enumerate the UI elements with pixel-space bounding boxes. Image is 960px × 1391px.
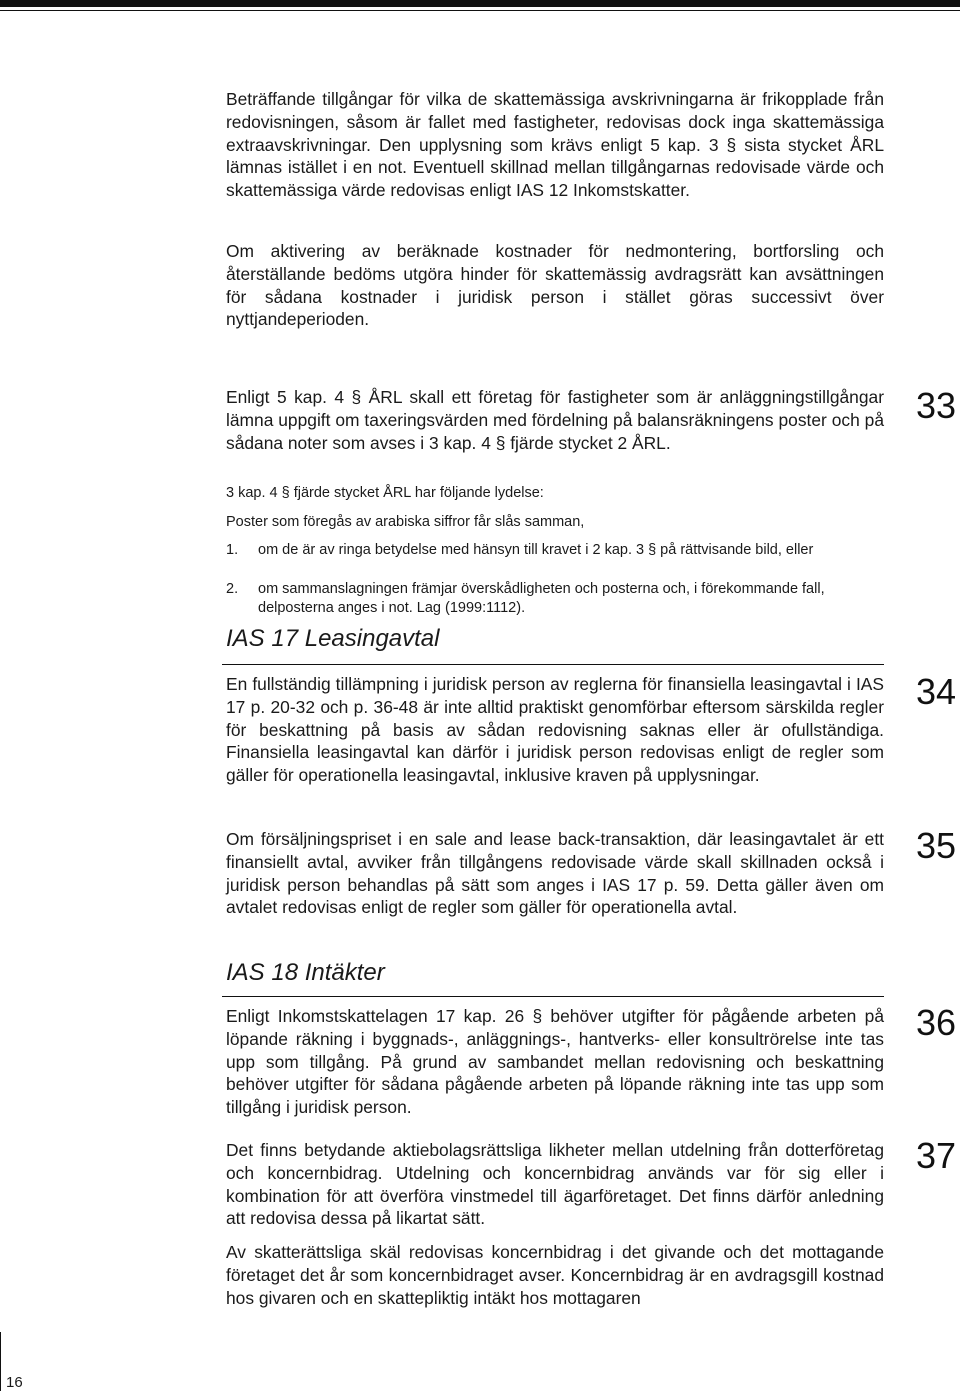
section-heading-ias17: IAS 17 Leasingavtal: [226, 625, 440, 652]
margin-number-36: 36: [916, 1002, 957, 1043]
margin-number-34: 34: [916, 671, 957, 712]
paragraph-depreciation: Beträffande tillgångar för vilka de skattemässiga avskrivningarna är frikopplade från redovisningen, såsom är fallet med fastigheter, redovisas dock inga skattemässiga extraavskrivningar. Den upplysning som krävs enligt 5 kap. 3 § sista stycket ÅRL lämnas istället i en not. Eventuell skillnad mellan tillgångarnas redovisade värde och skattemässiga värde redovisas enligt IAS 12 Inkomstskatter.: [226, 89, 884, 201]
quote-lead: Poster som föregås av arabiska siffror får slås samman,: [226, 514, 585, 530]
paragraph-item-34: En fullständig tillämpning i juridisk person av reglerna för finansiella leasingavtal i IAS 17 p. 20-32 och p. 36-48 är inte alltid praktiskt genomförbar eftersom särskilda regler för beskattning på basis av sådan redovisning saknas eller är ofullständiga. Finansiella leasingavtal kan därför i juridisk person redovisas enligt de regler som gäller för operationella leasingavtal, inklusive kraven på upplysningar.: [226, 674, 884, 786]
list-item-text: om de är av ringa betydelse med hänsyn till kravet i 2 kap. 3 § på rättvisande bild, eller: [258, 542, 814, 558]
paragraph-item-36: Enligt Inkomstskattelagen 17 kap. 26 § behöver utgifter för pågående arbeten på löpande räkning i byggnads-, anläggnings-, hantverks- eller konsultrörelse inte tas upp som tillgång. På grund av sambandet mellan redovisning och beskattning behöver utgifter för sådana pågående arbeten på löpande räkning inte tas upp som tillgång i juridisk person.: [226, 1006, 884, 1118]
margin-number-33: 33: [916, 385, 957, 426]
margin-number-37: 37: [916, 1135, 957, 1176]
paragraph-item-35: Om försäljningspriset i en sale and lease back-transaktion, där leasingavtalet är ett finansiellt avtal, avviker från tillgångens redovisade värde skall skillnaden också i juridisk person behandlas på sätt som anges i IAS 17 p. 59. Detta gäller även om avtalet redovisas enligt de regler som gäller för operationella avtal.: [226, 829, 884, 918]
paragraph-item-37: Det finns betydande aktiebolagsrättsliga likheter mellan utdelning från dotterföretag och koncernbidrag. Utdelning och koncernbidrag används var för sig eller i kombination för att överföra vinstmedel till ägarföretaget. Det finns därför anledning att redovisa dessa på likartat sätt.: [226, 1140, 884, 1229]
list-item-number: 1.: [226, 542, 239, 558]
paragraph-item-33: Enligt 5 kap. 4 § ÅRL skall ett företag för fastigheter som är anläggningstillgångar lämna uppgift om taxeringsvärden med fördelning på balansräkningens poster och på sådana noter som avses i 3 kap. 4 § fjärde stycket 2 ÅRL.: [226, 387, 884, 453]
top-rule: [0, 0, 960, 7]
paragraph-dismantling: Om aktivering av beräknade kostnader för nedmontering, bortforsling och återställande bedöms utgöra hinder för skattemässig avdragsrätt kan avsättningen för sådana kostnader i juridisk person i stället göras successivt över nyttjandeperioden.: [226, 241, 884, 330]
heading-rule: [222, 664, 884, 665]
list-item-number: 2.: [226, 581, 239, 597]
list-item: [226, 541, 884, 560]
section-heading-ias18: IAS 18 Intäkter: [226, 959, 385, 986]
list-item-text: om sammanslagningen främjar överskådligheten och posterna och, i förekommande fall, delposterna anges i not. Lag (1999:1112).: [258, 581, 825, 616]
page-number: 16: [6, 1374, 23, 1391]
margin-number-35: 35: [916, 825, 957, 866]
quote-intro: 3 kap. 4 § fjärde stycket ÅRL har följande lydelse:: [226, 485, 544, 501]
page-edge-rule: [0, 1332, 1, 1391]
list-item: [226, 580, 884, 618]
paragraph-group-contributions: Av skatterättsliga skäl redovisas koncernbidrag i det givande och det mottagande företaget det år som koncernbidraget avser. Koncernbidrag är en avdragsgill kostnad hos givaren och en skattepliktig intäkt hos mottagaren: [226, 1242, 884, 1308]
heading-rule: [222, 996, 884, 997]
